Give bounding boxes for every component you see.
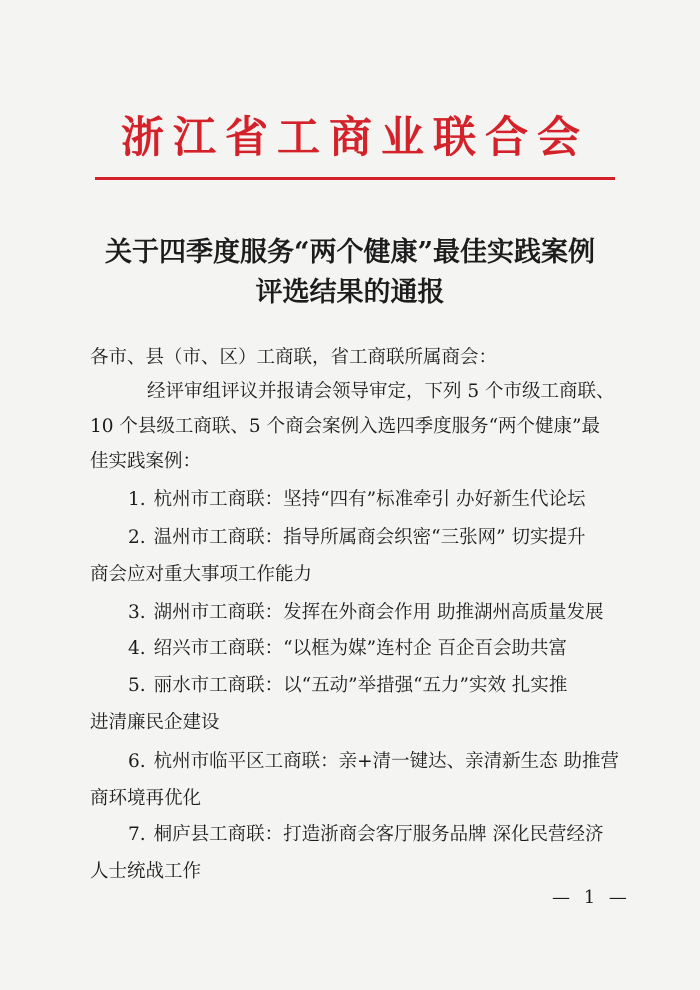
- list-item-number: 2.: [128, 527, 146, 548]
- list-item-5-continuation: 进清廉民企建设: [90, 712, 220, 733]
- page-number: — 1 —: [552, 887, 631, 908]
- list-item-number: 3.: [128, 602, 146, 623]
- list-item-6: [128, 745, 658, 779]
- list-item-text: 桐庐县工商联：打造浙商会客厅服务品牌 深化民营经济: [153, 824, 604, 845]
- list-item-text: 丽水市工商联：以“五动”举措强“五力”实效 扎实推: [153, 675, 568, 696]
- list-item-number: 1.: [128, 489, 146, 510]
- intro-line-1: 经评审组评议并报请会领导审定，下列 5 个市级工商联、: [147, 381, 615, 402]
- document-title-line-1: 关于四季度服务“两个健康”最佳实践案例: [104, 237, 596, 268]
- list-item-2-continuation: 商会应对重大事项工作能力: [90, 564, 313, 585]
- list-item-5: [128, 669, 658, 703]
- document-title-line-2: 评选结果的通报: [255, 277, 445, 308]
- salutation: 各市、县（市、区）工商联，省工商联所属商会：: [90, 347, 498, 368]
- list-item-number: 6.: [128, 751, 146, 772]
- organization-header: 浙江省工商业联合会: [121, 113, 589, 163]
- list-item-2: [128, 521, 658, 555]
- list-item-number: 4.: [128, 638, 146, 659]
- list-item-text: 杭州市临平区工商联：亲+清一键达、亲清新生态 助推营: [153, 751, 620, 772]
- list-item-7-continuation: 人士统战工作: [90, 861, 202, 882]
- red-divider-line: [95, 177, 615, 180]
- list-item-number: 7.: [128, 824, 146, 845]
- list-item-4: [128, 632, 658, 666]
- list-item-3: [128, 596, 658, 630]
- list-item-number: 5.: [128, 675, 146, 696]
- list-item-1: [128, 483, 658, 517]
- list-item-text: 杭州市工商联：坚持“四有”标准牵引 办好新生代论坛: [153, 489, 586, 510]
- list-item-7: [128, 818, 658, 852]
- list-item-6-continuation: 商环境再优化: [90, 788, 202, 809]
- list-item-text: 绍兴市工商联：“以框为媒”连村企 百企百会助共富: [153, 638, 567, 659]
- intro-line-2: 10 个县级工商联、5 个商会案例入选四季度服务“两个健康”最: [90, 416, 600, 437]
- list-item-text: 温州市工商联：指导所属商会织密“三张网” 切实提升: [153, 527, 586, 548]
- list-item-text: 湖州市工商联：发挥在外商会作用 助推湖州高质量发展: [153, 602, 604, 623]
- intro-line-3: 佳实践案例：: [90, 451, 202, 472]
